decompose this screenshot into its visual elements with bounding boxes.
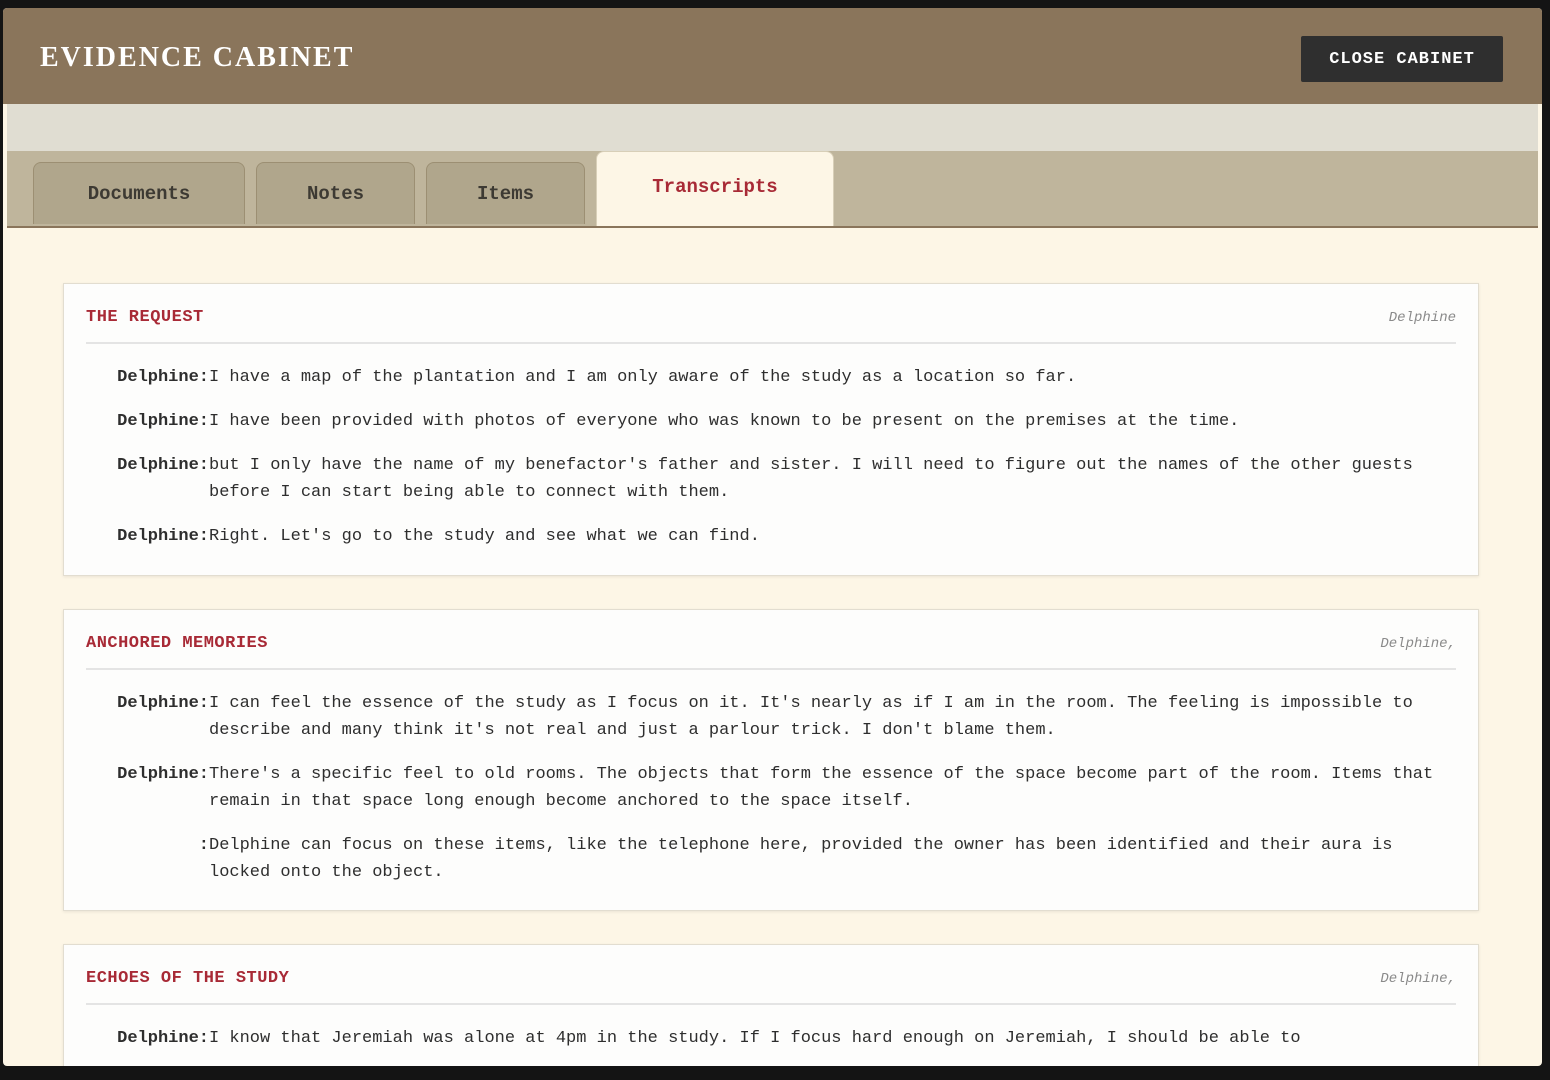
card-title: THE REQUEST	[86, 308, 204, 327]
transcript-line	[94, 364, 1448, 391]
tab-documents[interactable]: Documents	[33, 162, 245, 224]
line-text: There's a specific feel to old rooms. The objects that form the essence of the space become part of the room. Items that remain in that space long enough become anchored to the space itself.	[209, 765, 1434, 811]
card-title: ECHOES OF THE STUDY	[86, 969, 290, 988]
toolbar-strip	[7, 104, 1538, 151]
line-text: I know that Jeremiah was alone at 4pm in the study. If I focus hard enough on Jeremiah, I should be able to	[209, 1029, 1301, 1048]
evidence-cabinet-window	[3, 8, 1542, 1066]
window-title: EVIDENCE CABINET	[40, 42, 355, 73]
card-speaker: Delphine,	[1380, 636, 1456, 652]
header-bar	[3, 8, 1542, 104]
line-speaker: Delphine:	[117, 456, 209, 475]
transcript-line	[94, 1025, 1448, 1052]
tab-bar	[7, 151, 1538, 228]
line-speaker: Delphine:	[117, 527, 209, 546]
line-text: I have been provided with photos of everyone who was known to be present on the premises at the time.	[209, 412, 1240, 431]
line-text: Right. Let's go to the study and see what we can find.	[209, 527, 760, 546]
transcript-lines	[64, 344, 1478, 579]
line-text: but I only have the name of my benefactor's father and sister. I will need to figure out the names of the other guests before I can start being able to connect with them.	[209, 456, 1413, 502]
transcripts-panel[interactable]	[7, 228, 1538, 1066]
transcript-line	[94, 761, 1448, 815]
transcript-lines	[64, 670, 1478, 915]
card-title: ANCHORED MEMORIES	[86, 634, 268, 653]
line-speaker: Delphine:	[117, 1029, 209, 1048]
line-speaker: Delphine:	[117, 368, 209, 387]
transcript-line	[94, 690, 1448, 744]
line-speaker: Delphine:	[117, 412, 209, 431]
transcript-line	[94, 832, 1448, 886]
line-speaker: :	[198, 836, 209, 855]
transcript-line	[94, 523, 1448, 550]
card-header	[86, 945, 1456, 1005]
line-text: I can feel the essence of the study as I focus on it. It's nearly as if I am in the room. The feeling is impossible to describe and many think it's not real and just a parlour trick. I don't blame them.	[209, 694, 1413, 740]
card-speaker: Delphine	[1388, 310, 1456, 326]
tab-notes[interactable]: Notes	[256, 162, 415, 224]
line-speaker: Delphine:	[117, 694, 209, 713]
transcript-card	[63, 283, 1479, 576]
tab-items[interactable]: Items	[426, 162, 585, 224]
transcript-line	[94, 452, 1448, 506]
card-speaker: Delphine,	[1380, 971, 1456, 987]
transcript-card	[63, 944, 1479, 1066]
card-header	[86, 610, 1456, 670]
card-header	[86, 284, 1456, 344]
transcript-card	[63, 609, 1479, 911]
transcript-line	[94, 408, 1448, 435]
close-cabinet-button[interactable]: CLOSE CABINET	[1301, 36, 1503, 82]
line-speaker: Delphine:	[117, 765, 209, 784]
line-text: Delphine can focus on these items, like the telephone here, provided the owner has been identified and their aura is locked onto the object.	[209, 836, 1393, 882]
transcript-lines	[64, 1005, 1478, 1066]
line-text: I have a map of the plantation and I am only aware of the study as a location so far.	[209, 368, 1077, 387]
tab-transcripts[interactable]: Transcripts	[596, 151, 834, 226]
